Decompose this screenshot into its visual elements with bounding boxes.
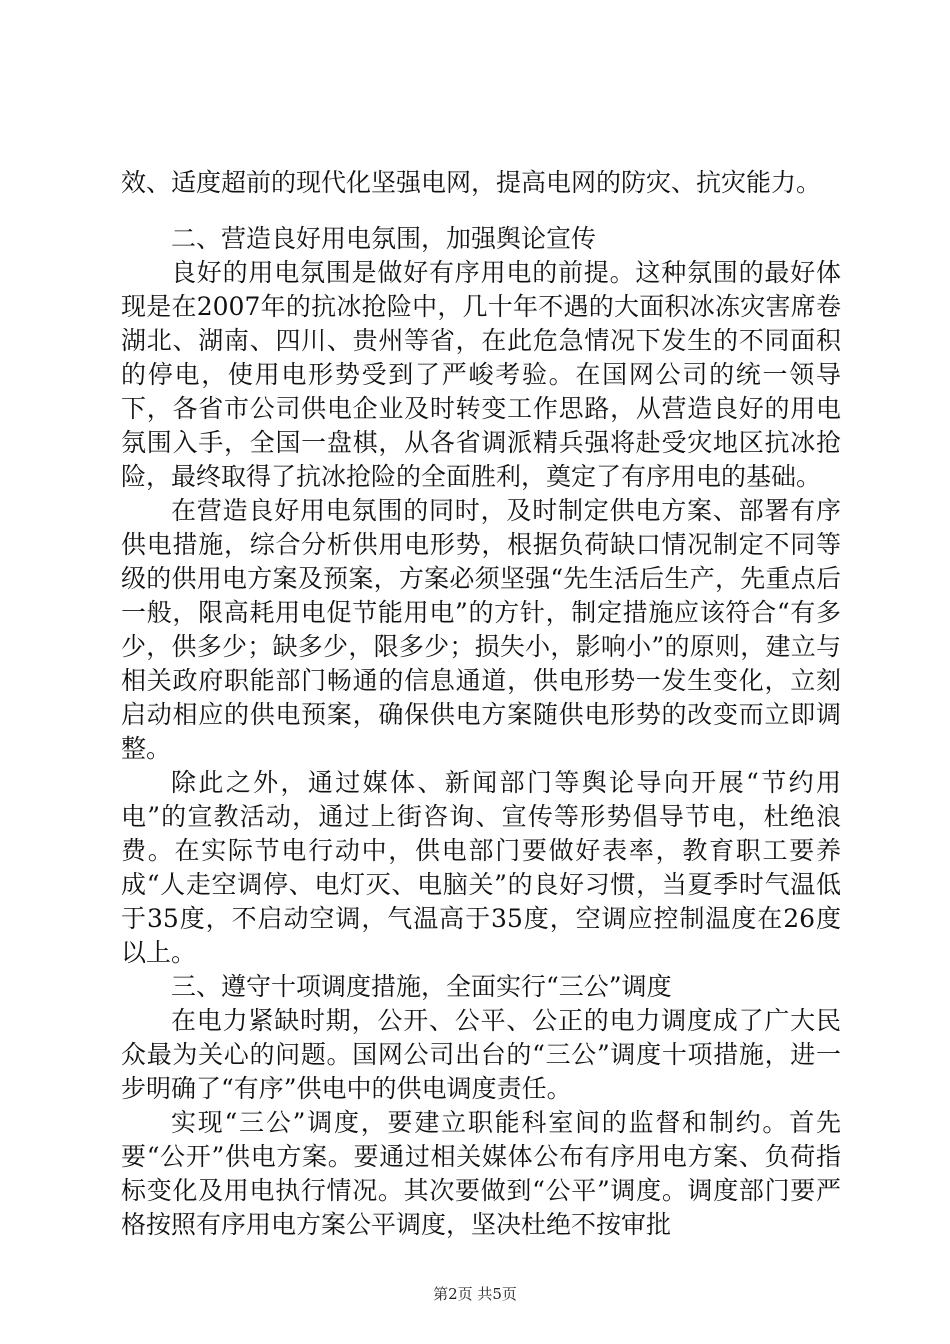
paragraph: 在营造良好用电氛围的同时，及时制定供电方案、部署有序供电措施，综合分析供用电形势，根据负荷缺口情况制定不同等级的供用电方案及预案，方案必须坚强“先生活后生产，先重点后一般，限高耗用电促节能用电”的方针，制定措施应该符合“有多少，供多少；缺多少，限多少；损失小，影响小”的原则，建立与相关政府职能部门畅通的信息通道，供电形势一发生变化，立刻启动相应的供电预案，确保供电方案随供电形势的改变而立即调整。 [121,496,841,763]
paragraph: 良好的用电氛围是做好有序用电的前提。这种氛围的最好体现是在2007年的抗冰抢险中，几十年不遇的大面积冰冻灾害席卷湖北、湖南、四川、贵州等省，在此危急情况下发生的不同面积的停电，使用电形势受到了严峻考验。在国网公司的统一领导下，各省市公司供电企业及时转变工作思路，从营造良好的用电氛围入手，全国一盘棋，从各省调派精兵强将赴受灾地区抗冰抢险，最终取得了抗冰抢险的全面胜利，奠定了有序用电的基础。 [121,258,841,491]
paragraph: 在电力紧缺时期，公开、公平、公正的电力调度成了广大民众最为关心的问题。国网公司出台的“三公”调度十项措施，进一步明确了“有序”供电中的供电调度责任。 [121,1006,841,1103]
page-number-footer: 第2页 共5页 [433,1285,517,1303]
paragraph-spacer [121,200,841,222]
section-heading-2: 二、营造良好用电氛围，加强舆论宣传 [171,224,597,253]
section-heading-3: 三、遵守十项调度措施，全面实行“三公”调度 [171,972,672,1001]
document-body [121,166,841,1242]
paragraph-continuation: 效、适度超前的现代化坚强电网，提高电网的防灾、抗灾能力。 [121,168,822,197]
paragraph: 除此之外，通过媒体、新闻部门等舆论导向开展“节约用电”的宣教活动，通过上街咨询、宣传等形势倡导节电，杜绝浪费。在实际节电行动中，供电部门要做好表率，教育职工要养成“人走空调停、电灯灭、电脑关”的良好习惯，当夏季时气温低于35度，不启动空调，气温高于35度，空调应控制温度在26度以上。 [121,768,841,967]
paragraph: 实现“三公”调度，要建立职能科室间的监督和制约。首先要“公开”供电方案。要通过相关媒体公布有序用电方案、负荷指标变化及用电执行情况。其次要做到“公平”调度。调度部门要严格按照有序用电方案公平调度，坚决杜绝不按审批 [121,1108,841,1239]
